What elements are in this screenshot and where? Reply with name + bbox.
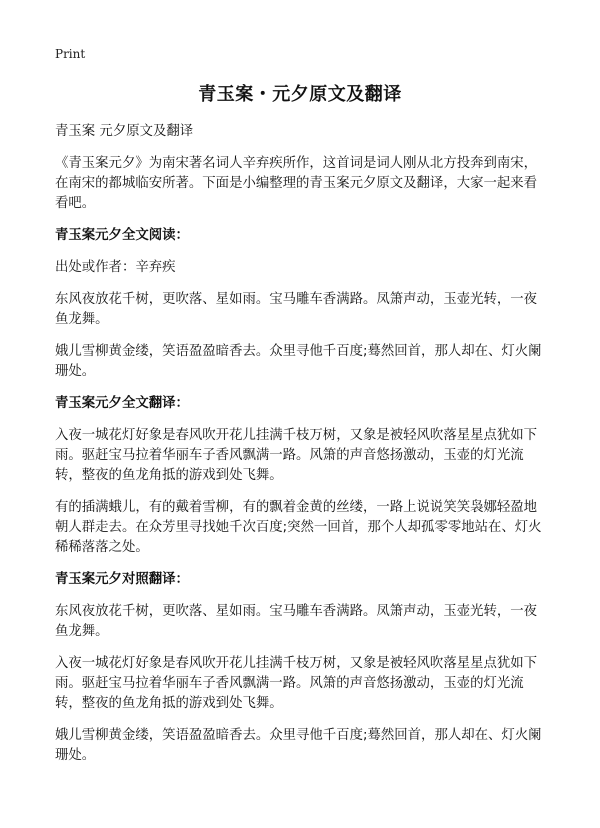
parallel-paragraph-2: 入夜一城花灯好象是春风吹开花儿挂满千枝万树，又象是被轻风吹落星星点犹如下雨。驱赶宝马拉着华丽车子香风飘满一路。风箫的声音悠扬激动，玉壶的灯光流转，整夜的鱼龙角抵的游戏到处飞舞。 <box>55 656 538 711</box>
article-subtitle: 青玉案 元夕原文及翻译 <box>55 124 194 139</box>
section-heading-translation: 青玉案元夕全文翻译： <box>55 396 189 411</box>
original-paragraph-2: 娥儿雪柳黄金缕，笑语盈盈暗香去。众里寻他千百度;蓦然回首，那人却在、灯火阑珊处。 <box>55 344 542 379</box>
intro-paragraph: 《青玉案元夕》为南宋著名词人辛弃疾所作，这首词是词人刚从北方投奔到南宋，在南宋的都城临安所著。下面是小编整理的青玉案元夕原文及翻译，大家一起来看看吧。 <box>55 156 538 211</box>
original-paragraph-1: 东风夜放花千树，更吹落、星如雨。宝马雕车香满路。凤箫声动，玉壶光转，一夜鱼龙舞。 <box>55 292 538 327</box>
print-link[interactable]: Print <box>55 47 86 61</box>
author-line: 出处或作者：辛弃疾 <box>55 260 176 275</box>
article-body <box>55 122 547 778</box>
section-heading-parallel: 青玉案元夕对照翻译： <box>55 572 189 587</box>
translation-paragraph-1: 入夜一城花灯好象是春风吹开花儿挂满千枝万树，又象是被轻风吹落星星点犹如下雨。驱赶宝马拉着华丽车子香风飘满一路。风箫的声音悠扬激动，玉壶的灯光流转，整夜的鱼龙角抵的游戏到处飞舞。 <box>55 428 538 483</box>
parallel-paragraph-3: 娥儿雪柳黄金缕，笑语盈盈暗香去。众里寻他千百度;蓦然回首，那人却在、灯火阑珊处。 <box>55 728 542 763</box>
page-title: 青玉案・元夕原文及翻译 <box>198 84 402 105</box>
parallel-paragraph-1: 东风夜放花千树，更吹落、星如雨。宝马雕车香满路。凤箫声动，玉壶光转，一夜鱼龙舞。 <box>55 604 538 639</box>
translation-paragraph-2: 有的插满蛾儿，有的戴着雪柳，有的飘着金黄的丝缕，一路上说说笑笑袅娜轻盈地朝人群走去。在众芳里寻找她千次百度;突然一回首，那个人却孤零零地站在、灯火稀稀落落之处。 <box>55 500 542 555</box>
section-heading-original: 青玉案元夕全文阅读： <box>55 228 189 243</box>
